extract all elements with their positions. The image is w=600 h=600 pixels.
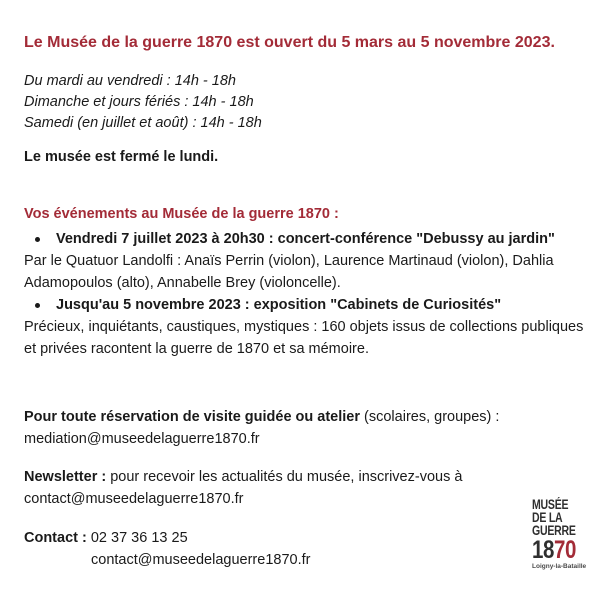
bullet-icon — [35, 303, 40, 308]
booking-email: mediation@museedelaguerre1870.fr — [24, 431, 260, 447]
event-description: Précieux, inquiétants, caustiques, mystiques : 160 objets issus de collections publiques et privées racontent la guerre de 1870 et sa mémoire. — [24, 319, 584, 357]
event-heading — [24, 228, 584, 250]
newsletter-text: pour recevoir les actualités du musée, inscrivez-vous à contact@museedelaguerre1870.fr — [24, 469, 463, 507]
event-description: Par le Quatuor Landolfi : Anaïs Perrin (violon), Laurence Martinaud (violon), Dahlia Adamopoulos (alto), Annabelle Brey (violoncelle). — [24, 253, 554, 291]
events-title: Vos événements au Musée de la guerre 1870 : — [24, 206, 339, 222]
contact-email: contact@museedelaguerre1870.fr — [91, 552, 311, 568]
logo-year-dark: 18 — [532, 536, 554, 564]
page-headline: Le Musée de la guerre 1870 est ouvert du 5 mars au 5 novembre 2023. — [24, 34, 555, 51]
logo-year-red: 70 — [553, 536, 576, 564]
closed-notice: Le musée est fermé le lundi. — [24, 149, 219, 165]
contact-info — [24, 527, 310, 571]
logo-year — [532, 538, 581, 562]
contact-phone: 02 37 36 13 25 — [86, 530, 188, 546]
hours-saturdays: Samedi (en juillet et août) : 14h - 18h — [24, 115, 262, 131]
booking-info — [24, 406, 584, 450]
newsletter-label: Newsletter : — [24, 469, 107, 485]
contact-label: Contact : — [24, 530, 87, 546]
bullet-icon — [35, 237, 40, 242]
booking-label: Pour toute réservation de visite guidée ou atelier — [24, 409, 361, 425]
events-list — [24, 228, 584, 360]
logo-line-2: DE LA — [532, 510, 563, 525]
hours-weekdays: Du mardi au vendredi : 14h - 18h — [24, 73, 236, 89]
logo-place: Loigny-la-Bataille — [532, 563, 587, 570]
logo-line-1: MUSÉE — [532, 497, 569, 512]
event-heading — [24, 294, 584, 316]
museum-logo — [532, 498, 592, 588]
event-heading-text: Jusqu'au 5 novembre 2023 : exposition "Cabinets de Curiosités" — [56, 297, 502, 313]
newsletter-info — [24, 466, 504, 510]
logo-line-3: GUERRE — [532, 523, 576, 538]
booking-text: (scolaires, groupes) : — [360, 409, 500, 425]
opening-hours — [24, 71, 262, 134]
hours-sundays-holidays: Dimanche et jours fériés : 14h - 18h — [24, 94, 254, 110]
event-heading-text: Vendredi 7 juillet 2023 à 20h30 : concert-conférence "Debussy au jardin" — [56, 231, 555, 247]
